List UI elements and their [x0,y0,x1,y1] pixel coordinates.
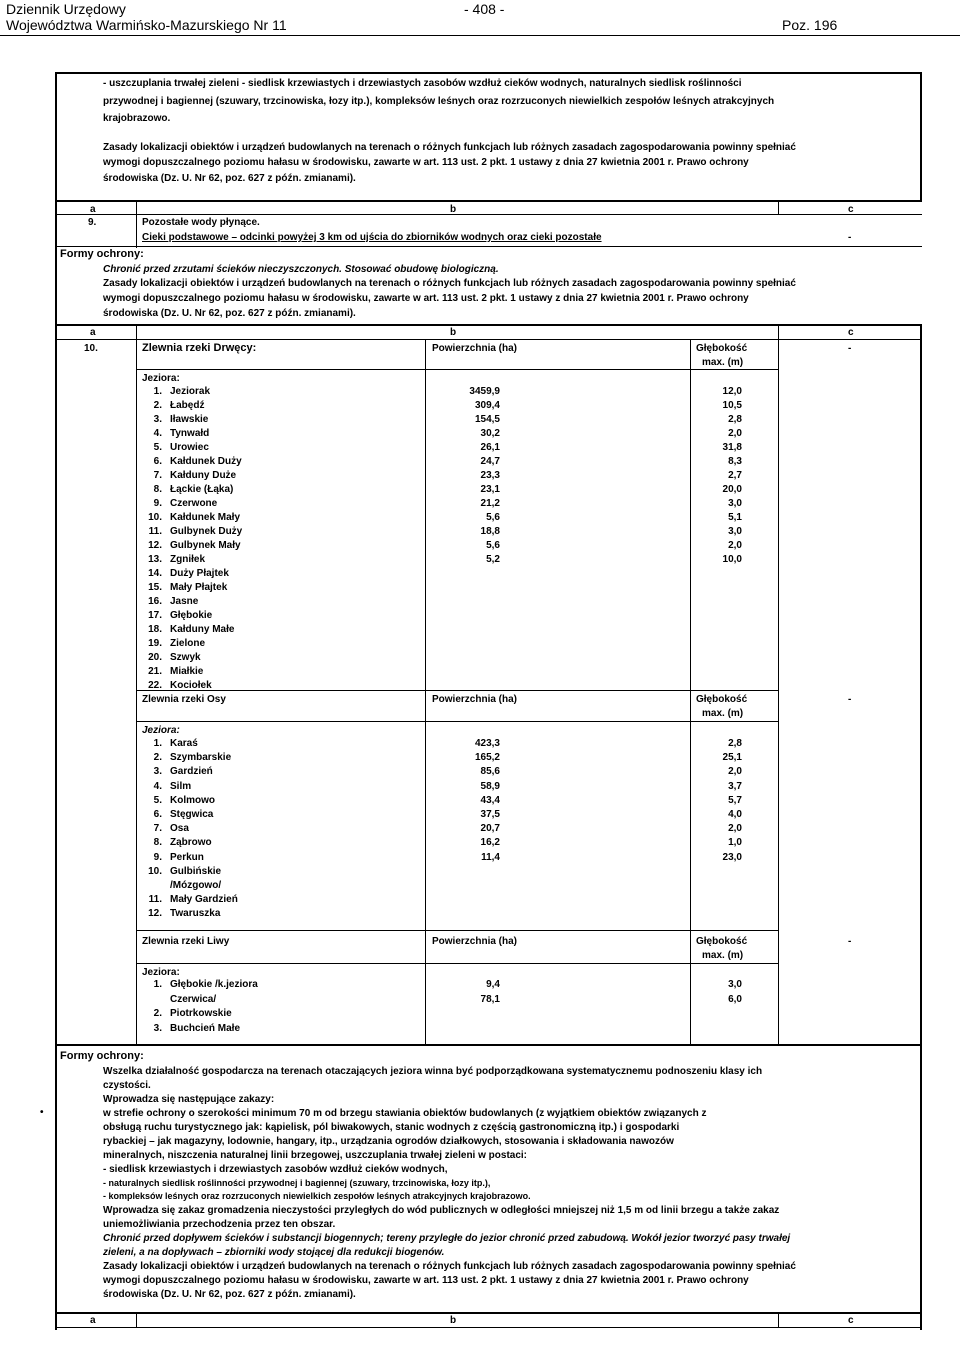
lake-name: Głębokie /k.jeziora [170,979,258,990]
lake-number: 5. [153,794,162,806]
lake-row [140,581,227,595]
lake-area: 21,2 [480,498,500,509]
col-c-label-2: c [848,327,854,338]
col-divider-ab-1 [136,200,137,248]
bottom-p3b: obsługą ruchu turystycznego jak: kąpielisk, pól biwakowych, stanic wodnych z częścią gastronomiczną itp.) i gospodarki [103,1122,680,1133]
lake-depth: 6,0 [728,993,742,1005]
lake-number: 9. [153,498,162,509]
col-divider-ab-2 [136,324,137,1044]
lake-name: Czerwone [170,498,218,509]
lake-name: Kałdunek Mały [170,512,241,523]
top-line3: krajobrazowo. [103,113,171,124]
osa-depth-header-1: Głębokość [696,694,748,705]
row9-subtitle: Cieki podstawowe – odcinki powyżej 3 km od ujścia do zbiorników wodnych oraz cieki pozostałe [142,232,602,243]
lake-depth: 2,0 [728,766,742,778]
rule-abc2-bottom [55,339,922,340]
lake-row [140,497,217,511]
lake-area: 23,1 [480,484,500,495]
lake-depth: 2,8 [728,738,742,749]
lake-name: Piotrkowskie [170,1008,232,1019]
lake-row [140,483,233,497]
lake-number: 9. [153,851,162,863]
bottom-p4a: Wprowadza się zakaz gromadzenia nieczystości przyległych do wód publicznych w odległości mniejszej niż 1,5 m od linii brzegu a także zakaz [103,1205,780,1216]
bottom-p1a: Wszelka działalność gospodarcza na terenach otaczających jeziora winna być podporządkowana systematycznemu podnoszeniu klasy ich [103,1066,763,1077]
lake-name: Osa [170,823,189,835]
lake-name: Kałduny Małe [170,624,235,635]
lake-row [140,993,216,1007]
lake-number: 1. [153,738,162,749]
journal-subtitle: Województwa Warmińsko-Mazurskiego Nr 11 [6,17,287,33]
frame-right-top [920,72,922,202]
top-zasady3: środowiska (Dz. U. Nr 62, poz. 627 z późn. zmianami). [103,173,356,184]
lake-area: 26,1 [480,442,500,453]
col-divider-bc-2 [778,324,779,1044]
bottom-p5b: zieleni, a na dopływach – zbiorniki wody stojącej dla redukcji biogenów. [103,1247,445,1258]
bottom-p5a: Chronić przed dopływem ścieków i substancji biogennych; tereny przyległe do jezior chronić przed zabudową. Wokół jezior tworzyć pasy trwałej [103,1233,791,1244]
lake-number: 2. [153,1008,162,1019]
lake-row [140,822,189,836]
bottom-p1b: czystości. [103,1080,151,1091]
lake-number: 10. [148,512,162,523]
lake-area: 58,9 [480,780,500,792]
lake-name: Gulbynek Duży [170,526,243,537]
col-divider-bc-3 [778,1312,779,1328]
row10-number: 10. [84,343,98,354]
lake-depth: 4,0 [728,809,742,820]
lake-row [140,651,201,665]
lake-name: Głębokie [170,610,213,621]
lake-number: 8. [153,484,162,495]
osa-area-header: Powierzchnia (ha) [432,694,518,705]
lake-row [140,595,198,609]
col-a-label-2: a [90,327,96,338]
lake-depth: 31,8 [722,442,742,453]
page-number: - 408 - [464,1,505,17]
row9-chronic: Chronić przed zrzutami ścieków nieczyszczonych. Stosować obudowę biologiczną. [103,264,499,275]
col-divider-ab-3 [136,1312,137,1328]
lake-row [140,385,210,399]
osa-depth-header-2: max. (m) [702,708,744,719]
lake-depth: 3,7 [728,780,742,792]
drweca-jeziora-label: Jeziora: [142,373,180,384]
lake-area: 423,3 [474,738,500,749]
bottom-b1: - siedlisk krzewiastych i drzewiastych zasobów wzdłuż cieków wodnych, [103,1164,448,1175]
lake-row [140,539,241,553]
lake-name: Duży Płajtek [170,568,229,579]
lake-row [140,765,213,779]
lake-number: 2. [153,400,162,411]
rule-drweca-head [136,369,778,370]
lake-depth: 20,0 [722,484,742,495]
lake-row [140,455,242,469]
lake-depth: 2,0 [728,823,742,835]
header-rule [0,35,960,36]
frame-top [55,72,922,74]
col-b-label-2: b [450,327,457,338]
row9-zasady2: wymogi dopuszczalnego poziomu hałasu w środowisku, zawarte w art. 113 ust. 2 pkt. 1 ustawy z dnia 27 kwietnia 2001 r. Prawo ochrony [103,293,749,304]
lake-name: Jasne [170,596,199,607]
liwa-title: Zlewnia rzeki Liwy [142,936,230,947]
row9-zasady1: Zasady lokalizacji obiektów i urządzeń budowlanych na terenach o różnych funkcjach lub różnych zasadach zagospodarowania powinny spełniać [103,278,796,289]
lake-number: 8. [153,837,162,849]
journal-title: Dziennik Urzędowy [6,1,126,17]
lake-number: 16. [148,596,162,607]
row10-dash: - [848,343,852,354]
liwa-depth-header-2: max. (m) [702,950,744,961]
lake-number: 11. [148,894,162,906]
rule-row9 [55,246,922,247]
lake-row [140,794,215,808]
lake-number: 12. [148,540,162,551]
lake-row [140,978,258,992]
osa-dash: - [848,694,852,705]
frame-left [55,72,57,1330]
lake-number: 7. [153,470,162,481]
lake-depth: 3,0 [728,498,742,509]
lake-depth: 5,7 [728,794,742,806]
lake-depth: 3,0 [728,979,742,990]
lake-area: 18,8 [480,526,500,537]
lake-row [140,511,240,525]
lake-name: Łąckie (Łąka) [170,484,234,495]
position-number: Poz. 196 [782,17,838,33]
lake-area: 5,2 [486,554,500,565]
lake-number: 21. [148,666,162,677]
osa-title: Zlewnia rzeki Osy [142,694,226,705]
col-c-label: c [848,204,854,215]
lake-area: 23,3 [480,470,500,481]
bottom-p6c: środowiska (Dz. U. Nr 62, poz. 627 z późn. zmianami). [103,1289,356,1300]
lake-row [140,879,221,893]
col-divider-area-depth [690,339,691,1044]
lake-row [140,525,242,539]
liwa-depth-header-1: Głębokość [696,936,748,947]
lake-depth: 25,1 [722,752,742,764]
bottom-p3d: mineralnych, niszczenia naturalnej linii brzegowej, uszczuplania trwałej zieleni w postaci: [103,1150,527,1161]
lake-name: Jeziorak [170,386,211,397]
lake-area: 16,2 [480,837,500,849]
lake-number: 12. [148,908,162,920]
lake-name: Stęgwica [170,809,214,820]
lake-depth: 1,0 [728,837,742,849]
lake-row [140,567,229,581]
lake-area: 24,7 [480,456,500,467]
lake-name: Urowiec [170,442,209,453]
lake-name: Kałduny Duże [170,470,237,481]
row9-number: 9. [88,217,97,228]
lake-row [140,893,238,907]
drweca-depth-header-1: Głębokość [696,343,748,354]
lake-row [140,851,204,865]
lake-number: 3. [153,766,162,778]
frame-right-bottom [920,1044,922,1330]
lake-row [140,1007,232,1021]
lake-number: 6. [153,456,162,467]
bottom-p4b: uniemożliwiania przechodzenia przez ten obszar. [103,1219,336,1230]
row9-title: Pozostałe wody płynące. [142,217,260,228]
lake-number: 3. [153,414,162,425]
lake-depth: 2,0 [728,428,742,439]
lake-number: 13. [148,554,162,565]
lake-row [140,469,236,483]
lake-area: 85,6 [480,766,500,778]
lake-name: Mały Płajtek [170,582,228,593]
lake-row [140,665,203,679]
page-header [0,0,960,36]
lake-name: Gardzień [170,766,213,778]
lake-name: Łabędź [170,400,205,411]
lake-name: Gulbińskie [170,865,222,877]
lake-row [140,623,234,637]
lake-depth: 5,1 [728,512,742,523]
rule-abc2-top [55,324,922,326]
lake-number: 22. [148,680,162,691]
rule-liwa-top [136,930,778,931]
lake-row [140,865,221,879]
col-c-label-3: c [848,1315,854,1326]
lake-row [140,1022,240,1036]
lake-name: Perkun [170,851,204,863]
top-zasady2: wymogi dopuszczalnego poziomu hałasu w środowisku, zawarte w art. 113 ust. 2 pkt. 1 ustawy z dnia 27 kwietnia 2001 r. Prawo ochrony [103,157,749,168]
lake-depth: 2,8 [728,414,742,425]
lake-number: 11. [148,526,162,537]
lake-number: 1. [153,979,162,990]
lake-name: Gulbynek Mały [170,540,241,551]
frame-right-mid [920,324,922,1044]
lake-name: Kociołek [170,680,212,691]
lake-number: 20. [148,652,162,663]
lake-name: Kałdunek Duży [170,456,242,467]
col-divider-bc-1 [778,200,779,214]
lake-name: Mały Gardzień [170,894,238,906]
lake-row [140,427,209,441]
lake-depth: 2,7 [728,470,742,481]
liwa-dash: - [848,936,852,947]
lake-area: 11,4 [481,851,500,863]
col-b-label: b [450,204,457,215]
lake-depth: 8,3 [728,456,742,467]
lake-name: Miałkie [170,666,204,677]
lake-name: Iławskie [170,414,209,425]
lake-area: 37,5 [480,809,500,820]
lake-number: 6. [153,809,162,820]
lake-number: 19. [148,638,162,649]
lake-name: /Mózgowo/ [170,880,222,891]
lake-area: 30,2 [480,428,500,439]
top-line2: przywodnej i bagiennej (szuwary, trzcinowiska, łozy itp.), kompleksów leśnych oraz rozrzuconych niewielkich zespołów leśnych atrakcyjnych [103,96,775,107]
rule-osa-head [136,721,778,722]
lake-depth: 12,0 [722,386,742,397]
lake-row [140,441,209,455]
lake-area: 154,5 [474,414,500,425]
lake-area: 20,7 [480,823,500,835]
lake-area: 3459,9 [469,386,500,397]
lake-number: 14. [148,568,162,579]
row9-formy-ochrony: Formy ochrony: [60,248,144,260]
liwa-area-header: Powierzchnia (ha) [432,936,518,947]
lake-number: 5. [153,442,162,453]
lake-number: 18. [148,624,162,635]
lake-name: Ząbrowo [170,837,212,849]
top-zasady1: Zasady lokalizacji obiektów i urządzeń budowlanych na terenach o różnych funkcjach lub różnych zasadach zagospodarowania powinny spełniać [103,142,796,153]
lake-name: Szwyk [170,652,201,663]
lake-number: 7. [153,823,162,835]
lake-row [140,751,231,765]
lake-depth: 10,0 [722,554,742,565]
lake-depth: 3,0 [728,526,742,537]
liwa-jeziora-label: Jeziora: [142,967,180,978]
lake-area: 43,4 [480,794,500,806]
lake-name: Szymbarskie [170,752,232,764]
lake-row [140,413,208,427]
lake-name: Twaruszka [170,908,221,920]
rule-bottom-top [55,1044,922,1046]
lake-depth: 10,5 [722,400,742,411]
rule-liwa-head [136,963,778,964]
lake-name: Silm [170,780,192,792]
lake-name: Kolmowo [170,794,215,806]
lake-row [140,780,191,794]
bottom-p3c: rybackiej – jak magazyny, lodownie, hangary, itp., urządzania ogrodów działkowych, stosowania i składowania nawozów [103,1136,674,1147]
lake-row [140,737,198,751]
lake-number: 2. [153,752,162,764]
osa-jeziora-label: Jeziora: [142,725,180,736]
lake-area: 78,1 [480,993,500,1005]
col-a-label-3: a [90,1315,96,1326]
row9-zasady3: środowiska (Dz. U. Nr 62, poz. 627 z późn. zmianami). [103,308,356,319]
bottom-p2: Wprowadza się następujące zakazy: [103,1094,275,1105]
bottom-p6a: Zasady lokalizacji obiektów i urządzeń budowlanych na terenach o różnych funkcjach lub różnych zasadach zagospodarowania powinny spełniać [103,1261,796,1272]
col-divider-name-area [425,339,426,1044]
drweca-depth-header-2: max. (m) [702,357,744,368]
bottom-bullet-dot: • [40,1107,44,1118]
lake-number: 3. [153,1022,162,1034]
lake-row [140,808,213,822]
lake-name: Tynwałd [170,428,210,439]
lake-area: 5,6 [486,512,500,523]
lake-number: 1. [153,386,162,397]
col-a-label: a [90,204,96,215]
rule-abc3-top [55,1312,922,1314]
lake-row [140,399,204,413]
lake-number: 15. [148,582,162,593]
bottom-b3: - kompleksów leśnych oraz rozrzuconych niewielkich zespołów leśnych atrakcyjnych krajobrazowo. [103,1191,531,1201]
lake-row [140,637,205,651]
bottom-p3a: w strefie ochrony o szerokości minimum 70 m od brzegu stawiania obiektów budowlanych (z wyjątkiem obiektów związanych z [103,1108,707,1119]
drweca-area-header: Powierzchnia (ha) [432,343,518,354]
lake-area: 5,6 [486,540,500,551]
lake-number: 4. [153,428,162,439]
lake-number: 17. [148,610,162,621]
rule-abc1-top [55,200,922,202]
rule-abc3-bottom [55,1327,922,1328]
lake-name: Karaś [170,738,198,749]
lake-name: Zgniłek [170,554,206,565]
col-b-label-3: b [450,1315,457,1326]
bottom-b2: - naturalnych siedlisk roślinności przywodnej i bagiennej (szuwary, trzcinowiska, łozy itp.), [103,1178,491,1188]
lake-row [140,609,212,623]
lake-row [140,907,220,921]
lake-area: 9,4 [486,979,500,990]
drweca-title: Zlewnia rzeki Drwęcy: [142,342,257,354]
lake-number: 10. [148,865,162,877]
lake-row [140,836,212,850]
bottom-formy-ochrony: Formy ochrony: [60,1050,144,1062]
top-line1: - uszczuplania trwałej zieleni - siedlisk krzewiastych i drzewiastych zasobów wzdłuż cieków wodnych, naturalnych siedlisk roślinności [103,78,742,89]
lake-area: 165,2 [474,752,500,764]
lake-depth: 23,0 [722,851,742,863]
lake-name: Buchcień Małe [170,1022,241,1034]
lake-number: 4. [153,780,162,792]
row9-dash: - [848,232,852,243]
lake-name: Zielone [170,638,206,649]
rule-osa-top [136,690,778,691]
bottom-p6b: wymogi dopuszczalnego poziomu hałasu w środowisku, zawarte w art. 113 ust. 2 pkt. 1 ustawy z dnia 27 kwietnia 2001 r. Prawo ochrony [103,1275,749,1286]
lake-row [140,553,205,567]
lake-area: 309,4 [474,400,500,411]
lake-name: Czerwica/ [170,993,217,1005]
lake-depth: 2,0 [728,540,742,551]
